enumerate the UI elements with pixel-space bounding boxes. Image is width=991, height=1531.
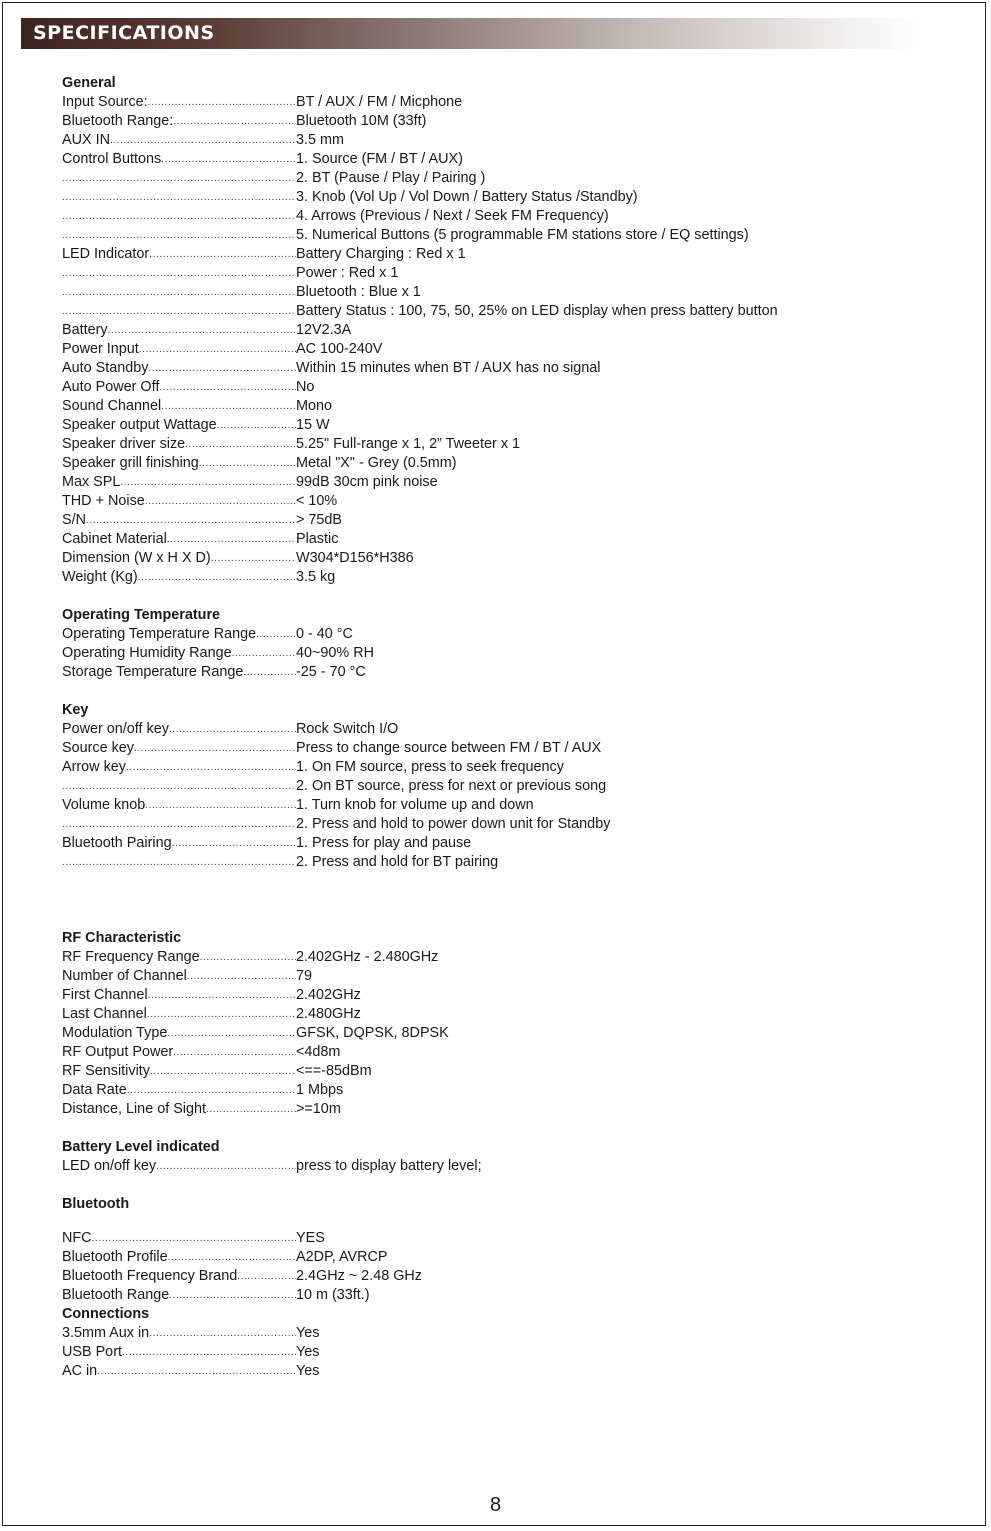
spec-row xyxy=(62,815,942,834)
section-key xyxy=(62,701,942,872)
dot-leader xyxy=(200,948,296,967)
spec-label: LED Indicator xyxy=(62,246,150,262)
spec-label: Bluetooth Pairing xyxy=(62,835,172,851)
spec-value: 2. BT (Pause / Play / Pairing ) xyxy=(296,170,486,186)
dot-leader xyxy=(139,340,296,359)
spec-row xyxy=(62,986,942,1005)
spec-label: Cabinet Material xyxy=(62,531,167,547)
dot-leader xyxy=(62,283,296,302)
spec-label: Source key xyxy=(62,740,134,756)
spec-value: Yes xyxy=(296,1363,320,1379)
spec-value: Bluetooth 10M (33ft) xyxy=(296,113,427,129)
spec-label: Operating Temperature Range xyxy=(62,626,257,642)
spec-row xyxy=(62,245,942,264)
spec-label: Arrow key xyxy=(62,759,126,775)
spec-label: Data Rate xyxy=(62,1082,127,1098)
spec-label-cell xyxy=(62,169,296,188)
spec-row xyxy=(62,1005,942,1024)
spec-value: Battery Status : 100, 75, 50, 25% on LED display when press battery button xyxy=(296,303,778,319)
spec-label: 3.5mm Aux in xyxy=(62,1325,150,1341)
spec-row xyxy=(62,777,942,796)
spec-row xyxy=(62,758,942,777)
spec-label-cell xyxy=(62,150,296,169)
spec-label-cell xyxy=(62,416,296,435)
spec-value: YES xyxy=(296,1230,325,1246)
spec-label-cell xyxy=(62,112,296,131)
spec-label: Volume knob xyxy=(62,797,146,813)
spec-row xyxy=(62,834,942,853)
spec-label-cell xyxy=(62,530,296,549)
section-battery-level xyxy=(62,1138,942,1176)
spec-content xyxy=(62,74,942,1381)
spec-row xyxy=(62,264,942,283)
spec-label-cell xyxy=(62,568,296,587)
spec-label-cell xyxy=(62,1043,296,1062)
spec-value: 10 m (33ft.) xyxy=(296,1287,370,1303)
spec-row xyxy=(62,492,942,511)
spec-label-cell xyxy=(62,758,296,777)
spec-label: Power on/off key xyxy=(62,721,169,737)
spec-value: 2.402GHz - 2.480GHz xyxy=(296,949,439,965)
dot-leader xyxy=(120,473,296,492)
spec-row xyxy=(62,1286,942,1305)
spec-value: AC 100-240V xyxy=(296,341,383,357)
spec-label-cell xyxy=(62,1062,296,1081)
spec-label-cell xyxy=(62,283,296,302)
spec-value: 2. Press and hold to power down unit for Standby xyxy=(296,816,611,832)
dot-leader xyxy=(232,644,296,663)
section-heading: Connections xyxy=(62,1306,150,1322)
section-spacer xyxy=(62,682,942,701)
section-spacer xyxy=(62,1176,942,1195)
dot-leader xyxy=(92,1229,296,1248)
spec-row xyxy=(62,416,942,435)
dot-leader xyxy=(126,758,296,777)
spec-value: 4. Arrows (Previous / Next / Seek FM Frequency) xyxy=(296,208,609,224)
dot-leader xyxy=(161,397,296,416)
spec-value: 1 Mbps xyxy=(296,1082,344,1098)
spec-value: 1. Press for play and pause xyxy=(296,835,472,851)
section-rf-characteristic xyxy=(62,929,942,1119)
spec-label: Power Input xyxy=(62,341,139,357)
spec-value: 0 - 40 °C xyxy=(296,626,353,642)
spec-label-cell xyxy=(62,1005,296,1024)
spec-value: BT / AUX / FM / Micphone xyxy=(296,94,463,110)
spec-label-cell xyxy=(62,340,296,359)
spec-rows xyxy=(62,1157,942,1176)
spec-row xyxy=(62,207,942,226)
spec-row xyxy=(62,169,942,188)
spec-label: Auto Standby xyxy=(62,360,149,376)
spec-row xyxy=(62,435,942,454)
dot-leader xyxy=(62,226,296,245)
spec-row xyxy=(62,397,942,416)
spec-label: THD + Noise xyxy=(62,493,145,509)
spec-value: press to display battery level; xyxy=(296,1158,482,1174)
spec-rows xyxy=(62,625,942,682)
spec-rows xyxy=(62,948,942,1119)
spec-value: Rock Switch I/O xyxy=(296,721,399,737)
spec-label: First Channel xyxy=(62,987,148,1003)
spec-label: Distance, Line of Sight xyxy=(62,1101,206,1117)
spec-row xyxy=(62,644,942,663)
spec-row xyxy=(62,1229,942,1248)
dot-leader xyxy=(145,796,296,815)
dot-leader xyxy=(185,435,296,454)
spec-label-cell xyxy=(62,302,296,321)
spec-row xyxy=(62,568,942,587)
dot-leader xyxy=(161,150,296,169)
spec-value: 3.5 mm xyxy=(296,132,344,148)
spec-value: A2DP, AVRCP xyxy=(296,1249,388,1265)
spec-label: AC in xyxy=(62,1363,98,1379)
dot-leader xyxy=(122,1343,296,1362)
spec-row xyxy=(62,359,942,378)
spec-value: Bluetooth : Blue x 1 xyxy=(296,284,421,300)
section-heading: Operating Temperature xyxy=(62,607,221,623)
spec-value: Metal "X" - Grey (0.5mm) xyxy=(296,455,457,471)
spec-label: Operating Humidity Range xyxy=(62,645,232,661)
spec-rows xyxy=(62,1324,942,1381)
spec-row xyxy=(62,530,942,549)
spec-label-cell xyxy=(62,1229,296,1248)
dot-leader xyxy=(149,245,296,264)
section-spacer xyxy=(62,587,942,606)
spec-row xyxy=(62,188,942,207)
spec-label: Bluetooth Frequency Brand xyxy=(62,1268,238,1284)
dot-leader xyxy=(62,302,296,321)
dot-leader xyxy=(62,853,296,872)
spec-row xyxy=(62,720,942,739)
spec-rows xyxy=(62,93,942,587)
spec-label-cell xyxy=(62,359,296,378)
spec-value: Yes xyxy=(296,1344,320,1360)
dot-leader xyxy=(211,549,296,568)
dot-leader xyxy=(62,815,296,834)
spec-value: < 10% xyxy=(296,493,338,509)
spec-row xyxy=(62,511,942,530)
dot-leader xyxy=(217,416,296,435)
spec-row xyxy=(62,1362,942,1381)
spec-label-cell xyxy=(62,739,296,758)
dot-leader xyxy=(145,492,296,511)
spec-value: >=10m xyxy=(296,1101,341,1117)
dot-leader xyxy=(134,739,296,758)
dot-leader xyxy=(150,1062,296,1081)
spec-label-cell xyxy=(62,663,296,682)
spec-value: Mono xyxy=(296,398,332,414)
specifications-banner xyxy=(21,18,921,49)
dot-leader xyxy=(148,93,296,112)
section-bluetooth xyxy=(62,1195,942,1305)
spec-value: 1. Source (FM / BT / AUX) xyxy=(296,151,463,167)
spec-row xyxy=(62,549,942,568)
spec-label: Last Channel xyxy=(62,1006,147,1022)
spec-row xyxy=(62,1324,942,1343)
dot-leader xyxy=(110,131,296,150)
dot-leader xyxy=(138,568,296,587)
spec-label-cell xyxy=(62,1157,296,1176)
spec-label-cell xyxy=(62,131,296,150)
section-heading: Key xyxy=(62,702,89,718)
spec-label: RF Frequency Range xyxy=(62,949,200,965)
dot-leader xyxy=(156,1157,296,1176)
spec-row xyxy=(62,131,942,150)
spec-value: 12V2.3A xyxy=(296,322,352,338)
dot-leader xyxy=(159,378,296,397)
spec-label: Bluetooth Range: xyxy=(62,113,174,129)
spec-row xyxy=(62,796,942,815)
section-operating-temperature xyxy=(62,606,942,682)
dot-leader xyxy=(173,112,296,131)
spec-label-cell xyxy=(62,1024,296,1043)
spec-row xyxy=(62,948,942,967)
dot-leader xyxy=(168,1248,296,1267)
spec-row xyxy=(62,1024,942,1043)
spec-label-cell xyxy=(62,777,296,796)
spec-row xyxy=(62,967,942,986)
dot-leader xyxy=(169,1286,296,1305)
spec-row xyxy=(62,302,942,321)
spec-label: S/N xyxy=(62,512,86,528)
spec-label: LED on/off key xyxy=(62,1158,157,1174)
dot-leader xyxy=(243,663,296,682)
spec-row xyxy=(62,663,942,682)
section-connections xyxy=(62,1305,942,1381)
spec-value: Within 15 minutes when BT / AUX has no signal xyxy=(296,360,601,376)
spec-row xyxy=(62,1062,942,1081)
spec-row xyxy=(62,454,942,473)
spec-value: 2.4GHz ~ 2.48 GHz xyxy=(296,1268,422,1284)
spec-value: 1. Turn knob for volume up and down xyxy=(296,797,534,813)
spec-label-cell xyxy=(62,644,296,663)
dot-leader xyxy=(62,207,296,226)
spec-value: Press to change source between FM / BT / AUX xyxy=(296,740,602,756)
spec-label-cell xyxy=(62,796,296,815)
dot-leader xyxy=(62,264,296,283)
dot-leader xyxy=(62,777,296,796)
spec-value: GFSK, DQPSK, 8DPSK xyxy=(296,1025,449,1041)
section-heading: General xyxy=(62,75,116,91)
spec-value: 2. On BT source, press for next or previous song xyxy=(296,778,607,794)
section-heading: RF Characteristic xyxy=(62,930,182,946)
spec-label: Auto Power Off xyxy=(62,379,160,395)
spec-row xyxy=(62,1157,942,1176)
spec-value: Battery Charging : Red x 1 xyxy=(296,246,466,262)
spec-value: 99dB 30cm pink noise xyxy=(296,474,438,490)
dot-leader xyxy=(169,720,296,739)
spec-label: Sound Channel xyxy=(62,398,162,414)
spec-value: 40~90% RH xyxy=(296,645,374,661)
spec-label-cell xyxy=(62,1081,296,1100)
spec-row xyxy=(62,340,942,359)
spec-label: Control Buttons xyxy=(62,151,162,167)
spec-label-cell xyxy=(62,1267,296,1286)
spec-label: AUX IN xyxy=(62,132,110,148)
spec-row xyxy=(62,321,942,340)
spec-label-cell xyxy=(62,378,296,397)
spec-label-cell xyxy=(62,549,296,568)
spec-label: Number of Channel xyxy=(62,968,187,984)
spec-value: -25 - 70 °C xyxy=(296,664,366,680)
spec-rows xyxy=(62,720,942,872)
spec-value: <==-85dBm xyxy=(296,1063,372,1079)
spec-label-cell xyxy=(62,264,296,283)
spec-label-cell xyxy=(62,1100,296,1119)
dot-leader xyxy=(187,967,296,986)
spec-label-cell xyxy=(62,834,296,853)
dot-leader xyxy=(148,359,296,378)
spec-label-cell xyxy=(62,454,296,473)
spec-label: Speaker output Wattage xyxy=(62,417,217,433)
spec-value: Yes xyxy=(296,1325,320,1341)
spec-value: 5. Numerical Buttons (5 programmable FM stations store / EQ settings) xyxy=(296,227,749,243)
spec-row xyxy=(62,473,942,492)
spec-value: 2.402GHz xyxy=(296,987,361,1003)
spec-row xyxy=(62,378,942,397)
spec-label: USB Port xyxy=(62,1344,122,1360)
spec-label-cell xyxy=(62,967,296,986)
dot-leader xyxy=(127,1081,296,1100)
spec-value: 15 W xyxy=(296,417,330,433)
spec-label-cell xyxy=(62,625,296,644)
spec-value: No xyxy=(296,379,315,395)
spec-label-cell xyxy=(62,511,296,530)
dot-leader xyxy=(97,1362,296,1381)
spec-row xyxy=(62,1043,942,1062)
spec-label: Modulation Type xyxy=(62,1025,168,1041)
dot-leader xyxy=(167,530,296,549)
spec-label: RF Output Power xyxy=(62,1044,174,1060)
spec-value: 5.25" Full-range x 1, 2” Tweeter x 1 xyxy=(296,436,521,452)
spec-value: Power : Red x 1 xyxy=(296,265,399,281)
spec-label: Bluetooth Range xyxy=(62,1287,170,1303)
spec-label-cell xyxy=(62,188,296,207)
spec-row xyxy=(62,283,942,302)
spec-row xyxy=(62,1267,942,1286)
spec-label: Input Source: xyxy=(62,94,148,110)
dot-leader xyxy=(199,454,296,473)
spec-label-cell xyxy=(62,321,296,340)
spec-label-cell xyxy=(62,1362,296,1381)
dot-leader xyxy=(147,1005,296,1024)
spec-value: 3. Knob (Vol Up / Vol Down / Battery Status /Standby) xyxy=(296,189,638,205)
spec-label-cell xyxy=(62,1343,296,1362)
spec-row xyxy=(62,150,942,169)
spec-row xyxy=(62,625,942,644)
spec-label-cell xyxy=(62,1324,296,1343)
dot-leader xyxy=(108,321,296,340)
spec-label: Dimension (W x H X D) xyxy=(62,550,211,566)
spec-label-cell xyxy=(62,245,296,264)
dot-leader xyxy=(167,1024,296,1043)
spec-row xyxy=(62,853,942,872)
spec-value: > 75dB xyxy=(296,512,343,528)
section-spacer xyxy=(62,1214,942,1229)
dot-leader xyxy=(148,986,296,1005)
spec-label: RF Sensitivity xyxy=(62,1063,150,1079)
spec-label-cell xyxy=(62,1286,296,1305)
spec-label: NFC xyxy=(62,1230,92,1246)
spec-label: Speaker driver size xyxy=(62,436,186,452)
dot-leader xyxy=(206,1100,296,1119)
spec-label-cell xyxy=(62,986,296,1005)
spec-label-cell xyxy=(62,473,296,492)
section-spacer xyxy=(62,1119,942,1138)
dot-leader xyxy=(237,1267,296,1286)
dot-leader xyxy=(62,169,296,188)
spec-label-cell xyxy=(62,1248,296,1267)
spec-value: 3.5 kg xyxy=(296,569,336,585)
spec-label: Battery xyxy=(62,322,108,338)
spec-value: W304*D156*H386 xyxy=(296,550,414,566)
spec-label-cell xyxy=(62,435,296,454)
spec-label-cell xyxy=(62,397,296,416)
spec-label: Weight (Kg) xyxy=(62,569,138,585)
spec-row xyxy=(62,93,942,112)
spec-value: 2. Press and hold for BT pairing xyxy=(296,854,499,870)
section-general xyxy=(62,74,942,587)
spec-value: <4d8m xyxy=(296,1044,341,1060)
spec-row xyxy=(62,1100,942,1119)
page-number: 8 xyxy=(489,1494,502,1516)
dot-leader xyxy=(86,511,296,530)
spec-row xyxy=(62,112,942,131)
dot-leader xyxy=(172,834,296,853)
spec-label-cell xyxy=(62,853,296,872)
section-heading: Battery Level indicated xyxy=(62,1139,220,1155)
dot-leader xyxy=(173,1043,296,1062)
section-heading: Bluetooth xyxy=(62,1196,130,1212)
spec-value: 1. On FM source, press to seek frequency xyxy=(296,759,564,775)
spec-value: 2.480GHz xyxy=(296,1006,361,1022)
spec-row xyxy=(62,226,942,245)
spec-label: Storage Temperature Range xyxy=(62,664,244,680)
spec-label: Speaker grill finishing xyxy=(62,455,199,471)
dot-leader xyxy=(62,188,296,207)
spec-label-cell xyxy=(62,492,296,511)
spec-label: Max SPL xyxy=(62,474,121,490)
spec-label-cell xyxy=(62,226,296,245)
spec-label-cell xyxy=(62,207,296,226)
spec-row xyxy=(62,1248,942,1267)
section-spacer xyxy=(62,872,942,929)
banner-title: SPECIFICATIONS xyxy=(33,22,215,44)
spec-label-cell xyxy=(62,815,296,834)
dot-leader xyxy=(149,1324,296,1343)
spec-row xyxy=(62,739,942,758)
spec-row xyxy=(62,1343,942,1362)
spec-label: Bluetooth Profile xyxy=(62,1249,168,1265)
spec-label-cell xyxy=(62,720,296,739)
dot-leader xyxy=(256,625,296,644)
spec-value: Plastic xyxy=(296,531,339,547)
spec-row xyxy=(62,1081,942,1100)
spec-rows xyxy=(62,1229,942,1305)
spec-label-cell xyxy=(62,948,296,967)
spec-value: 79 xyxy=(296,968,313,984)
spec-label-cell xyxy=(62,93,296,112)
